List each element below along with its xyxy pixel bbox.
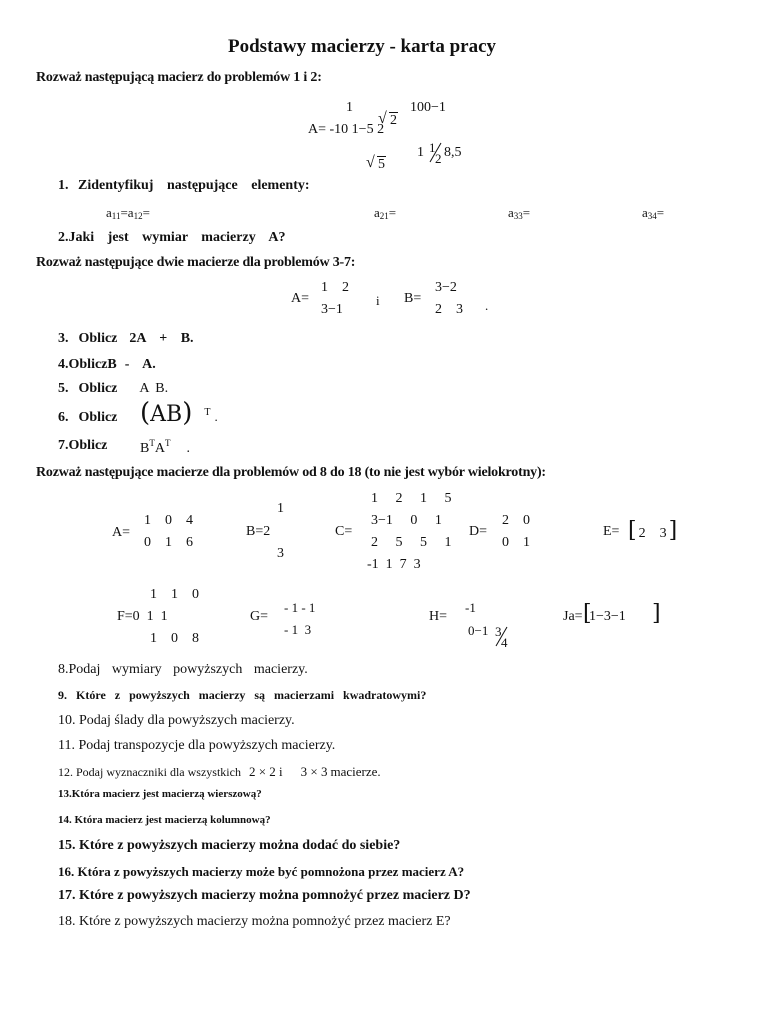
matrix-f-r1: 1 1 0 <box>150 587 199 602</box>
matrix-j-open: [ <box>583 601 592 626</box>
question-6: 6. Oblicz <box>58 410 118 425</box>
matrix-c-label: C= <box>335 524 353 539</box>
matrix-a1-r1c1: 1 <box>346 100 353 115</box>
matrix-a-label: A= <box>291 291 310 306</box>
matrix-b-row1: 3−2 <box>435 280 457 295</box>
matrix-a1-r3c4: 8,5 <box>444 145 462 160</box>
matrix-a1-row2: A= -10 1−5 2 <box>308 122 385 137</box>
matrix-a-r2: 0 1 6 <box>144 535 193 550</box>
matrix-d-r1: 2 0 <box>502 513 530 528</box>
bt-at-expression: $B^TA^T$ . <box>140 438 190 456</box>
matrix-d-label: D= <box>469 524 488 539</box>
matrix-a-row1: 1 2 <box>321 280 349 295</box>
matrix-a-row2: 3−1 <box>321 302 343 317</box>
question-12: 12. Podaj wyznaczniki dla wszystkich 2 × 2 i 3 × 3 macierze. <box>58 764 381 779</box>
fraction-one-half: 1 2 <box>429 140 442 166</box>
element-a11-a12: $a_{11}=a_{12}=$ <box>106 205 150 221</box>
matrix-j-body: 1−3−1 <box>589 609 626 624</box>
page-title: Podstawy macierzy - karta pracy <box>228 36 497 57</box>
matrix-a1-r1c3: 100−1 <box>410 100 446 115</box>
question-2: 2.Jaki jest wymiar macierzy A? <box>58 230 286 245</box>
conjunction-i: i <box>376 293 380 308</box>
matrix-c-r4: -1 1 7 3 <box>367 557 421 572</box>
matrix-b-bottom: 3 <box>277 546 284 561</box>
matrix-c-r3: 2 5 5 1 <box>371 535 452 550</box>
question-7: 7.Oblicz <box>58 438 108 453</box>
intro-problems-8-18: Rozważ następujące macierze dla problemów od 8 do 18 (to nie jest wybór wielokrotny): <box>36 465 546 480</box>
matrix-d-r2: 0 1 <box>502 535 530 550</box>
matrix-h-label: H= <box>429 609 448 624</box>
intro-problems-3-7: Rozważ następujące dwie macierze dla problemów 3-7: <box>36 255 356 270</box>
question-14: 14. Która macierz jest macierzą kolumnową? <box>58 814 271 826</box>
matrix-a-label-2: A= <box>112 525 131 540</box>
question-17: 17. Które z powyższych macierzy można pomnożyć przez macierz D? <box>58 888 471 903</box>
sqrt-2: √ 2 <box>378 110 397 128</box>
question-1 <box>58 178 310 194</box>
matrix-h-r1a: -1 <box>465 600 476 615</box>
question-8: 8.Podaj wymiary powyższych macierzy. <box>58 662 308 677</box>
matrix-e-label: E= <box>603 524 620 539</box>
question-1-number: 1. <box>58 178 69 193</box>
matrix-f-label: F=0 1 1 <box>117 609 168 624</box>
question-11: 11. Podaj transpozycje dla powyższych macierzy. <box>58 738 336 753</box>
matrix-g-label: G= <box>250 609 269 624</box>
question-10: 10. Podaj ślady dla powyższych macierzy. <box>58 713 295 728</box>
question-13: 13.Która macierz jest macierzą wierszową? <box>58 788 262 800</box>
matrix-j-close: ] <box>652 601 661 626</box>
matrix-a1-r3c3: 1 <box>417 145 424 160</box>
fraction-three-quarters: 3 4 <box>495 624 508 650</box>
matrix-b-label-2: B=2 <box>246 524 271 539</box>
question-9: 9. Które z powyższych macierzy są macierzami kwadratowymi? <box>58 688 427 702</box>
matrix-j-label: Ja= <box>563 609 583 624</box>
matrix-a-r1: 1 0 4 <box>144 513 193 528</box>
matrix-e-body: [ 2 3] <box>628 518 678 543</box>
matrix-b-row2: 2 3 <box>435 302 463 317</box>
matrix-b-label: B= <box>404 291 422 306</box>
question-4: 4.ObliczB - A. <box>58 357 156 372</box>
question-16: 16. Która z powyższych macierzy może być pomnożona przez macierz A? <box>58 864 465 879</box>
question-18: 18. Które z powyższych macierzy można pomnożyć przez macierz E? <box>58 914 451 929</box>
element-a33: $a_{33}=$ <box>508 205 531 221</box>
matrix-f-r3: 1 0 8 <box>150 631 199 646</box>
ab-transpose-expression: (AB) $^T$ . <box>140 398 218 428</box>
matrix-c-r2: 3−1 0 1 <box>371 513 442 528</box>
question-3: 3. Oblicz 2A + B. <box>58 331 194 346</box>
matrix-c-r1: 1 2 1 5 <box>371 491 452 506</box>
sqrt-5: √ 5 <box>366 154 385 172</box>
intro-problems-1-2: Rozważ następującą macierz do problemów 1 i 2: <box>36 70 322 85</box>
question-15: 15. Które z powyższych macierzy można dodać do siebie? <box>58 838 401 853</box>
period: . <box>485 298 489 313</box>
matrix-g-r1: - 1 - 1 <box>284 600 316 615</box>
question-1-text: Zidentyfikuj następujące elementy: <box>78 178 310 193</box>
question-5: 5. Oblicz A B. <box>58 381 169 396</box>
matrix-g-r2: - 1 3 <box>284 622 312 637</box>
matrix-b-top: 1 <box>277 501 284 516</box>
matrix-h-r2: 0−1 <box>468 623 489 638</box>
element-a34: $a_{34}=$ <box>642 205 665 221</box>
element-a21: $a_{21}=$ <box>374 205 397 221</box>
